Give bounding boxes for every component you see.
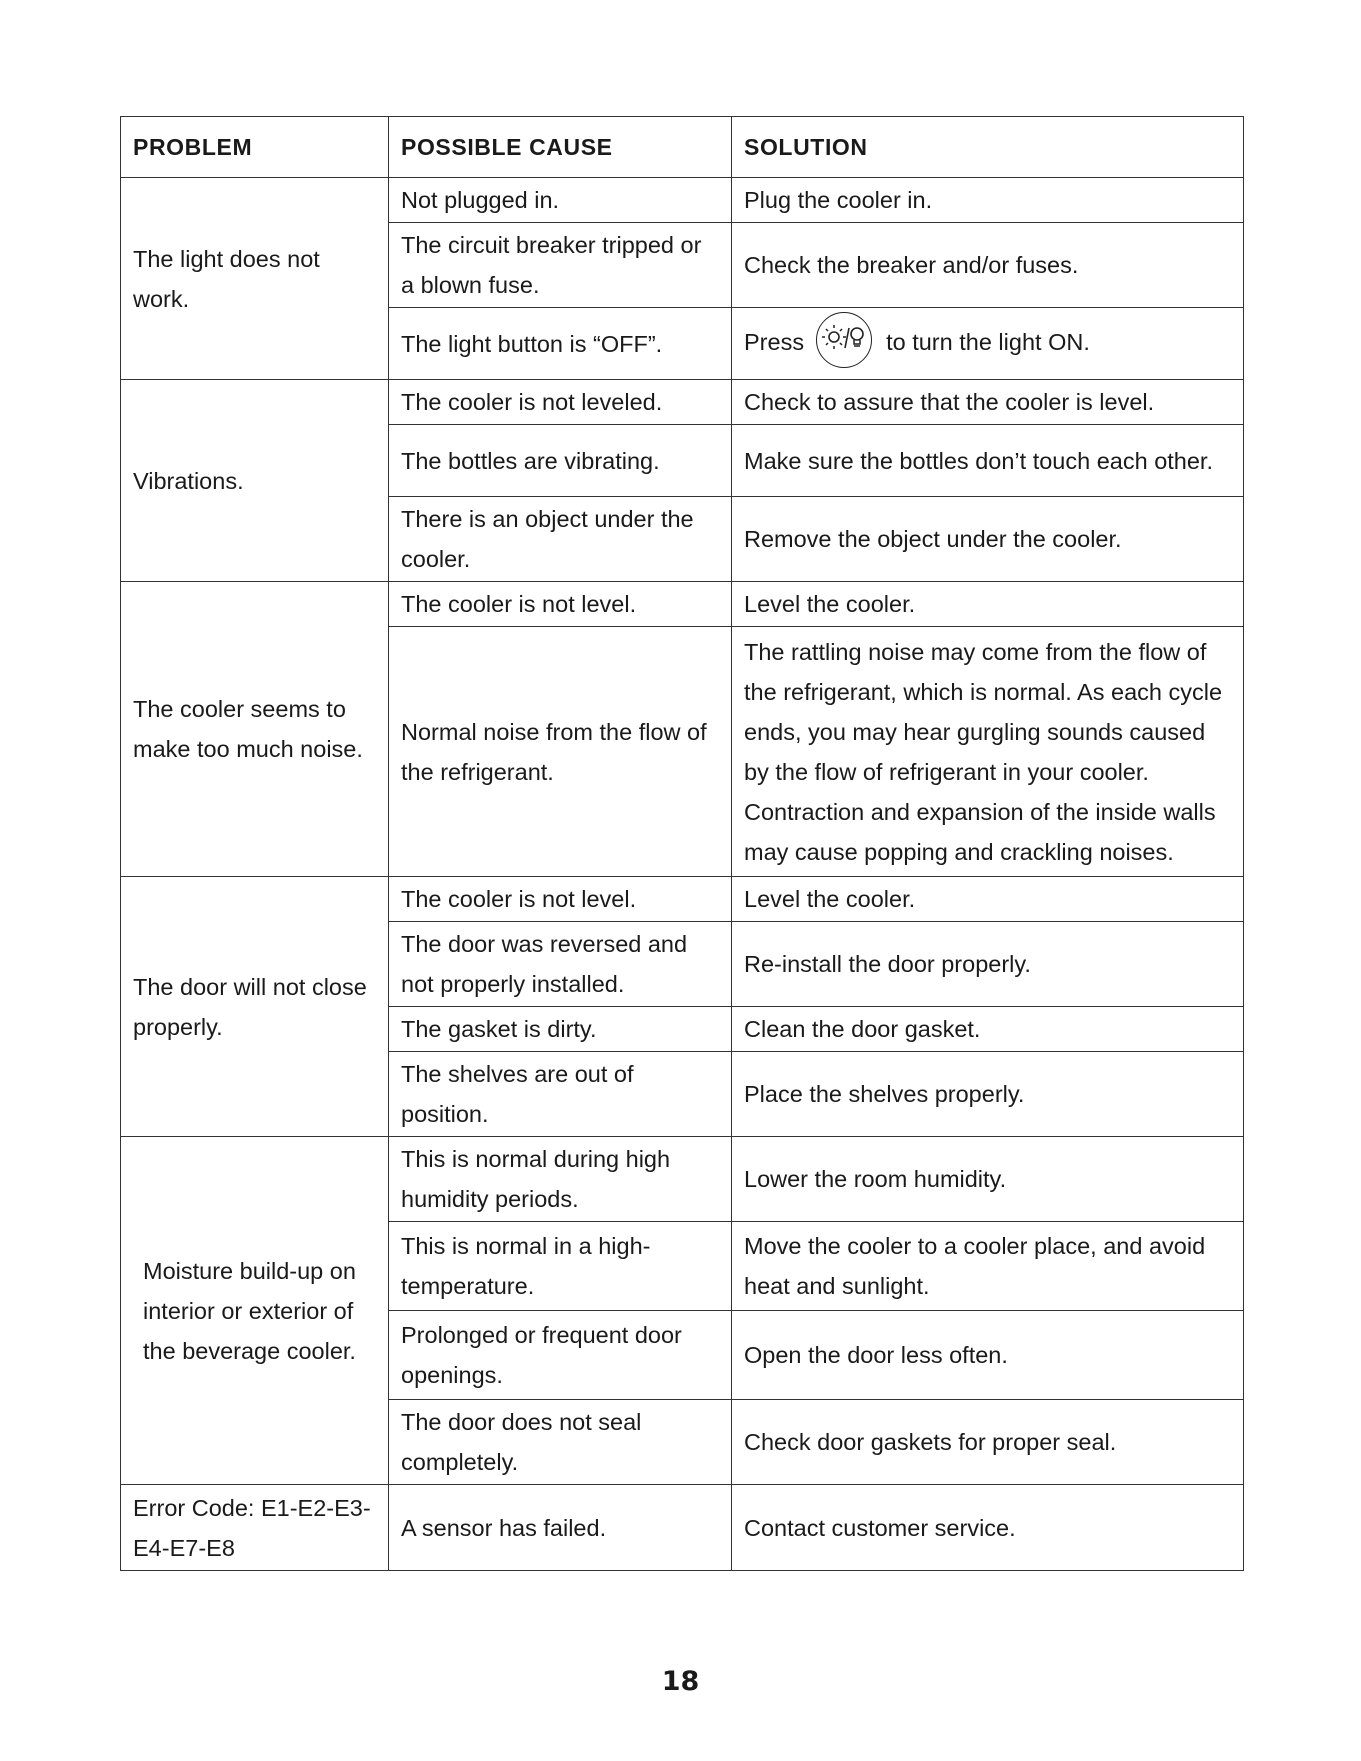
header-problem: PROBLEM [121, 117, 389, 178]
solution-suffix: to turn the light ON. [886, 328, 1090, 355]
solution-cell: Check door gaskets for proper seal. [732, 1400, 1244, 1485]
solution-cell: Check the breaker and/or fuses. [732, 223, 1244, 308]
cause-cell: The cooler is not level. [389, 582, 732, 627]
light-button-icon [816, 312, 872, 368]
table-row [121, 877, 1244, 922]
solution-cell [732, 308, 1244, 380]
cause-cell: The door does not seal completely. [389, 1400, 732, 1485]
solution-prefix: Press [744, 328, 805, 355]
problem-cell: The cooler seems to make too much noise. [121, 582, 389, 877]
solution-cell: Contact customer service. [732, 1485, 1244, 1571]
cause-cell: Not plugged in. [389, 178, 732, 223]
solution-cell: Check to assure that the cooler is level. [732, 380, 1244, 425]
table-row [121, 178, 1244, 223]
cause-cell: This is normal during high humidity periods. [389, 1137, 732, 1222]
cause-cell: The gasket is dirty. [389, 1007, 732, 1052]
solution-cell: Remove the object under the cooler. [732, 497, 1244, 582]
cause-cell: There is an object under the cooler. [389, 497, 732, 582]
solution-cell: Level the cooler. [732, 877, 1244, 922]
solution-cell: Open the door less often. [732, 1311, 1244, 1400]
table-row [121, 582, 1244, 627]
cause-cell: The circuit breaker tripped or a blown fuse. [389, 223, 732, 308]
solution-cell: Make sure the bottles don’t touch each other. [732, 425, 1244, 497]
problem-cell: Vibrations. [121, 380, 389, 582]
header-solution: SOLUTION [732, 117, 1244, 178]
solution-cell: Place the shelves properly. [732, 1052, 1244, 1137]
table-header-row [121, 117, 1244, 178]
page-number: 18 [661, 1666, 700, 1697]
solution-cell: Re-install the door properly. [732, 922, 1244, 1007]
cause-cell: The bottles are vibrating. [389, 425, 732, 497]
problem-cell: Error Code: E1-E2-E3-E4-E7-E8 [121, 1485, 389, 1571]
table-row [121, 380, 1244, 425]
cause-cell: The light button is “OFF”. [389, 308, 732, 380]
cause-cell: This is normal in a high-temperature. [389, 1222, 732, 1311]
cause-cell: The cooler is not leveled. [389, 380, 732, 425]
cause-cell: The shelves are out of position. [389, 1052, 732, 1137]
solution-cell: Level the cooler. [732, 582, 1244, 627]
problem-cell: Moisture build-up on interior or exterior of the beverage cooler. [121, 1137, 389, 1485]
header-possible-cause: POSSIBLE CAUSE [389, 117, 732, 178]
cause-cell: The door was reversed and not properly installed. [389, 922, 732, 1007]
cause-cell: Normal noise from the flow of the refrigerant. [389, 627, 732, 877]
solution-cell: Move the cooler to a cooler place, and avoid heat and sunlight. [732, 1222, 1244, 1311]
solution-cell: Clean the door gasket. [732, 1007, 1244, 1052]
problem-cell: The door will not close properly. [121, 877, 389, 1137]
troubleshooting-table [120, 116, 1244, 1571]
cause-cell: Prolonged or frequent door openings. [389, 1311, 732, 1400]
cause-cell: A sensor has failed. [389, 1485, 732, 1571]
cause-cell: The cooler is not level. [389, 877, 732, 922]
table-row [121, 1137, 1244, 1222]
solution-cell: The rattling noise may come from the flow of the refrigerant, which is normal. As each cycle ends, you may hear gurgling sounds caused by the flow of refrigerant in your cooler. Contraction and expansion of the inside walls may cause popping and crackling noises. [732, 627, 1244, 877]
solution-cell: Plug the cooler in. [732, 178, 1244, 223]
problem-cell: The light does not work. [121, 178, 389, 380]
solution-cell: Lower the room humidity. [732, 1137, 1244, 1222]
table-row [121, 1485, 1244, 1571]
